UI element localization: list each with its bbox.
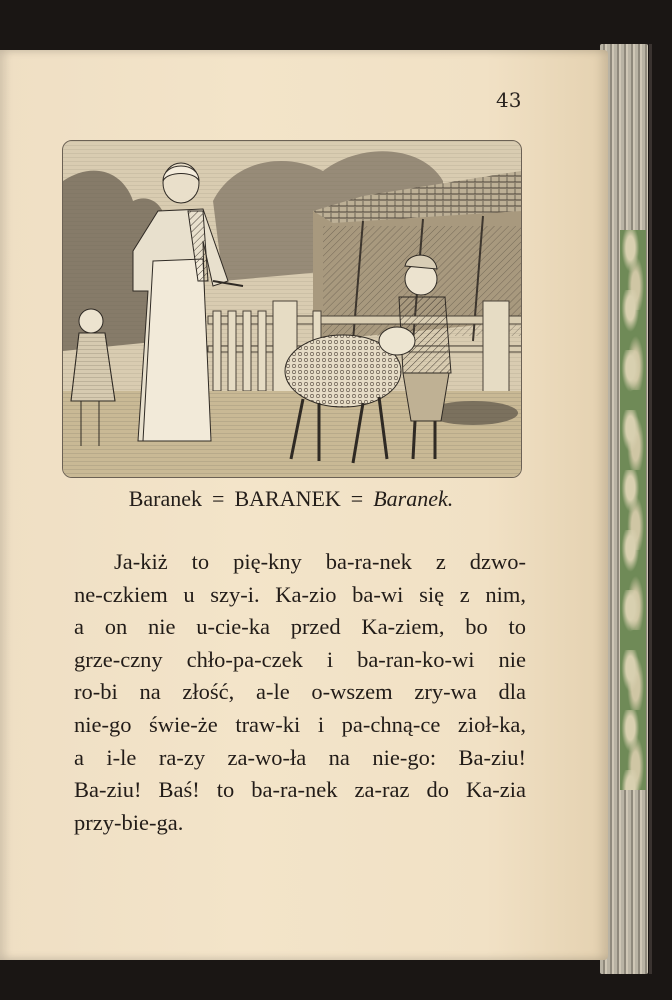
caption-italic: Baranek. [373, 486, 454, 511]
text-line: grze-czny chło-pa-czek i ba-ran-ko-wi nie [74, 646, 526, 672]
text-line: Ja-kiż to pię-kny ba-ra-nek z dzwo- [114, 549, 526, 574]
engraving-illustration [62, 140, 522, 478]
page-number-value: 43 [496, 88, 522, 112]
text-line: a i-le ra-zy za-wo-ła na nie-go: Ba-ziu! [74, 744, 526, 770]
text-line: nie-go świe-że traw-ki i pa-chną-ce zioł-ka, [74, 711, 526, 737]
marbled-cover [620, 230, 646, 790]
body-paragraph [74, 546, 526, 839]
engraving-woman-children-lamb-icon [63, 141, 521, 477]
illustration-caption [62, 486, 520, 512]
text-line: ne-czkiem u szy-i. Ka-zio ba-wi się z nim, [74, 581, 526, 607]
caption-plain: Baranek [128, 486, 203, 511]
page-number [496, 88, 521, 112]
text-line: przy-bie-ga. [74, 809, 184, 835]
caption-caps: BARANEK [234, 486, 341, 511]
text-line: a on nie u-cie-ka przed Ka-ziem, bo to [74, 614, 526, 640]
caption-separator: = [350, 486, 364, 511]
text-line: ro-bi na złość, a-le o-wszem zry-wa dla [74, 679, 526, 705]
caption-separator: = [212, 486, 225, 511]
text-line: Ba-ziu! Baś! to ba-ra-nek za-raz do Ka-zia [74, 777, 526, 803]
